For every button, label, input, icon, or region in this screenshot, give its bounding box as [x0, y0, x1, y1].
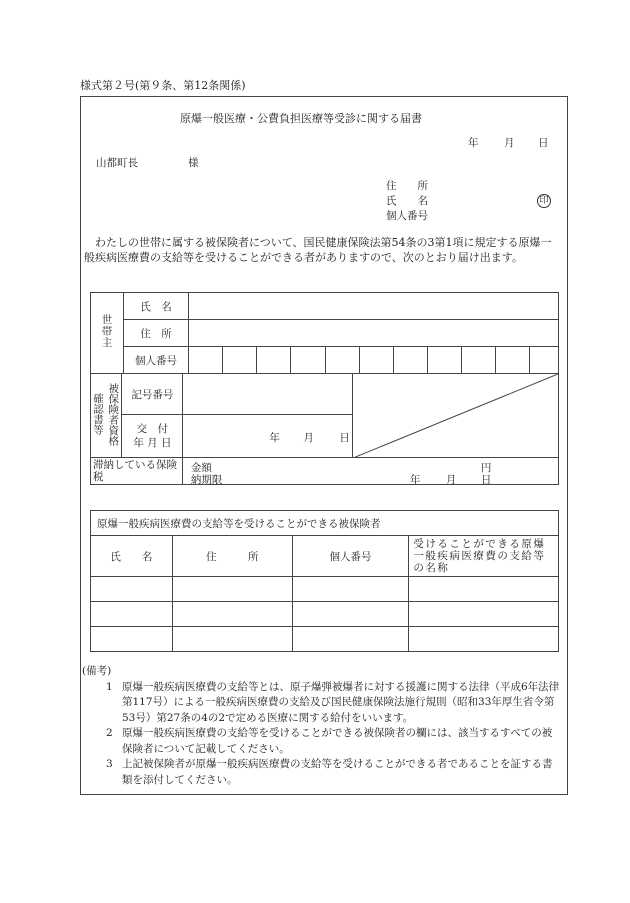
seal-icon: 印 [537, 194, 551, 208]
date-day-label: 日 [538, 137, 549, 149]
header-number-cell [292, 536, 409, 577]
number-digit-cell[interactable] [393, 347, 427, 374]
header-number: 個人番号 [329, 550, 372, 563]
insurance-table [90, 373, 559, 458]
household-number-label: 個人番号 [135, 354, 178, 367]
number-digit-cell[interactable] [291, 347, 325, 374]
symbol-number-label: 記号番号 [131, 388, 174, 401]
note-number: 1 [106, 680, 113, 693]
household-address-label-cell [124, 320, 189, 347]
beneficiary-benefit-field[interactable] [409, 627, 559, 652]
date-month-label: 月 [504, 137, 515, 149]
household-name-label-cell [124, 293, 189, 320]
issue-month-unit: 月 [303, 432, 314, 444]
household-address-label: 住 所 [140, 327, 172, 340]
number-digit-cell[interactable] [530, 347, 559, 374]
tax-amount-label: 金額 [190, 462, 212, 474]
diagonal-blank-cell [352, 374, 558, 458]
beneficiary-address-field[interactable] [172, 627, 292, 652]
insurance-group-label-2: 被保険者資格 [107, 382, 120, 446]
symbol-number-field[interactable] [183, 374, 352, 415]
applicant-number-label: 個人番号 [386, 210, 428, 222]
header-address-cell [172, 536, 292, 577]
date-year-label: 年 [468, 137, 479, 149]
note-text: 原爆一般疾病医療費の支給等を受けることができる被保険者の欄には、該当するすべての被保険者について記載してください。 [122, 727, 553, 755]
tax-label: 滞納している保険税 [93, 459, 177, 483]
insurance-group-cell-1 [91, 374, 107, 458]
beneficiary-table [90, 510, 559, 652]
tax-deadline-month: 月 [445, 474, 457, 486]
notes-heading: (備考) [82, 665, 112, 677]
beneficiary-address-field[interactable] [172, 602, 292, 627]
household-table [90, 292, 559, 374]
beneficiary-name-field[interactable] [91, 577, 173, 602]
note-item [84, 726, 562, 757]
beneficiary-address-field[interactable] [172, 577, 292, 602]
note-number: 3 [106, 758, 113, 770]
number-digit-cell[interactable] [496, 347, 530, 374]
issue-date-label: 年 月 日 [133, 437, 172, 449]
applicant-address-label: 住 所 [386, 180, 428, 192]
beneficiary-number-field[interactable] [292, 577, 409, 602]
header-benefit-name: 受けることができる原爆一般疾病医療費の支給等の名称 [413, 538, 546, 574]
applicant-name-label: 氏 名 [386, 195, 428, 207]
note-text: 上記被保険者が原爆一般疾病医療費の支給等を受けることができる者であることを証する書類を添付してください。 [122, 758, 553, 786]
seal-mark [537, 194, 551, 208]
beneficiary-table-title: 原爆一般疾病医療費の支給等を受けることができる被保険者 [97, 517, 381, 530]
number-digit-cell[interactable] [189, 347, 223, 374]
number-digit-cell[interactable] [461, 347, 495, 374]
form-reference: 様式第２号(第９条、第12条関係) [80, 79, 246, 92]
number-digit-cell[interactable] [257, 347, 291, 374]
notes-section [84, 664, 562, 788]
issue-year-unit: 年 [269, 432, 280, 444]
header-name: 氏 名 [110, 550, 153, 563]
number-digit-cell[interactable] [223, 347, 257, 374]
diagonal-strike-line [353, 374, 558, 458]
beneficiary-name-field[interactable] [91, 627, 173, 652]
insurance-group-cell-2 [106, 374, 122, 458]
tax-table [90, 457, 559, 485]
tax-amount-unit: 円 [480, 462, 492, 474]
note-item [84, 680, 562, 727]
tax-field[interactable] [182, 458, 558, 485]
intro-text: わたしの世帯に属する被保険者について、国民健康保険法第54条の3第1項に規定する原爆一般疾病医療費の支給等を受けることができる者がありますので、次のとおり届け出ます。 [84, 236, 552, 264]
beneficiary-number-field[interactable] [292, 602, 409, 627]
note-number: 2 [106, 727, 113, 739]
number-digit-cell[interactable] [359, 347, 393, 374]
tax-deadline-year: 年 [409, 474, 421, 486]
issue-label: 交 付 [136, 423, 169, 435]
insurance-group-label-1: 確認書等 [92, 393, 104, 435]
note-text: 原爆一般疾病医療費の支給等とは、原子爆弾被爆者に対する援護に関する法律（平成6年法律第117号）による一般疾病医療費の支給及び国民健康保険法施行規則（昭和33年厚生省令第53号）第27条の4の2で定める医療に関する給付をいいます。 [122, 680, 560, 724]
beneficiary-benefit-field[interactable] [409, 577, 559, 602]
header-name-cell [91, 536, 173, 577]
addressee-honorific: 様 [188, 157, 199, 169]
header-address: 住 所 [206, 550, 259, 563]
household-name-field[interactable] [189, 293, 559, 320]
symbol-label-cell [122, 374, 183, 415]
number-digit-cell[interactable] [427, 347, 461, 374]
beneficiary-benefit-field[interactable] [409, 602, 559, 627]
beneficiary-name-field[interactable] [91, 602, 173, 627]
household-name-label: 氏 名 [140, 300, 172, 313]
issue-date-field[interactable] [183, 415, 352, 458]
tax-deadline-day: 日 [480, 474, 492, 486]
tax-deadline-label: 納期限 [190, 474, 223, 486]
issue-day-unit: 日 [339, 432, 350, 444]
beneficiary-number-field[interactable] [292, 627, 409, 652]
household-group-cell [91, 293, 124, 374]
issue-date-label-cell [122, 415, 183, 458]
note-item [84, 757, 562, 788]
household-group-label: 世帯主 [100, 314, 113, 349]
form-title: 原爆一般医療・公費負担医療等受診に関する届書 [180, 112, 422, 125]
tax-label-cell [91, 458, 183, 485]
header-benefit-name-cell [409, 536, 559, 577]
household-number-label-cell [124, 347, 189, 374]
addressee-name: 山都町長 [96, 157, 138, 169]
household-address-field[interactable] [189, 320, 559, 347]
beneficiary-title-cell [91, 511, 559, 536]
number-digit-cell[interactable] [325, 347, 359, 374]
